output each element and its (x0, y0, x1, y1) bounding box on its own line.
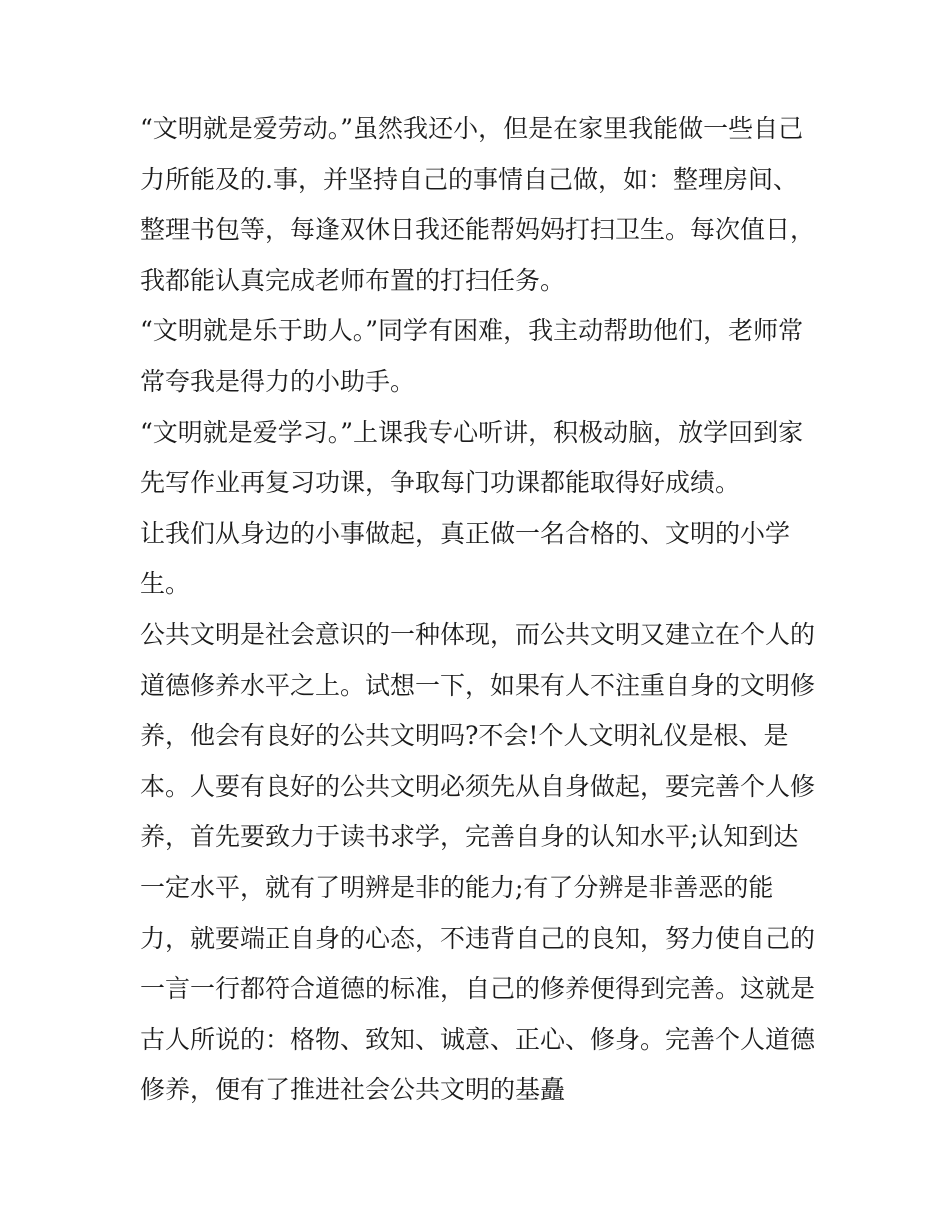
text-line: 整理书包等，每逢双休日我还能帮妈妈打扫卫生。每次值日， (140, 215, 816, 245)
text-line: 先写作业再复习功课，争取每门功课都能取得好成绩。 (140, 468, 741, 498)
text-line: 生。 (140, 569, 191, 599)
text-line: 一言一行都符合道德的标准，自己的修养便得到完善。这就是 (140, 974, 816, 1004)
text-line: 道德修养水平之上。试想一下，如果有人不注重自身的文明修 (140, 670, 816, 700)
text-line: 本。人要有良好的公共文明必须先从自身做起，要完善个人修 (140, 771, 816, 801)
text-line: 让我们从身边的小事做起，真正做一名合格的、文明的小学 (140, 518, 791, 548)
text-line: 修养，便有了推进社会公共文明的基矗 (140, 1075, 566, 1105)
text-line: 常夸我是得力的小助手。 (140, 366, 416, 396)
text-line: 力所能及的.事，并坚持自己的事情自己做，如：整理房间、 (140, 164, 798, 194)
text-line: 养，他会有良好的公共文明吗?不会!个人文明礼仪是根、是 (140, 721, 789, 751)
text-line: 力，就要端正自身的心态，不违背自己的良知，努力使自己的 (140, 923, 816, 953)
text-line: 一定水平，就有了明辨是非的能力;有了分辨是非善恶的能 (140, 872, 774, 902)
text-line: “文明就是乐于助人。”同学有困难，我主动帮助他们，老师常 (140, 316, 804, 346)
text-line: “文明就是爱学习。”上课我专心听讲，积极动脑，放学回到家 (140, 417, 804, 447)
document-body (140, 104, 820, 1116)
text-line: 公共文明是社会意识的一种体现，而公共文明又建立在个人的 (140, 619, 816, 649)
text-line: 我都能认真完成老师布置的打扫任务。 (140, 265, 566, 295)
text-line: 古人所说的：格物、致知、诚意、正心、修身。完善个人道德 (140, 1024, 816, 1054)
text-line: 养，首先要致力于读书求学，完善自身的认知水平;认知到达 (140, 822, 799, 852)
text-line: “文明就是爱劳动。”虽然我还小，但是在家里我能做一些自己 (140, 114, 804, 143)
